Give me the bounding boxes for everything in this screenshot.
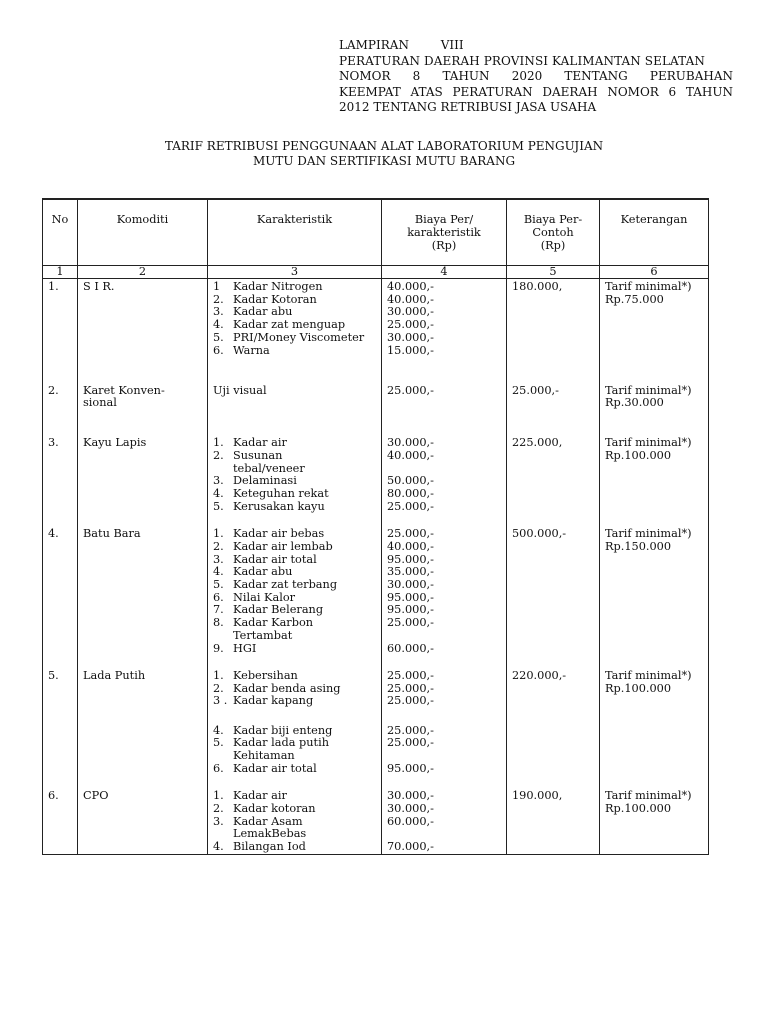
cost-value: 25.000,- xyxy=(387,694,434,708)
column-number: 5 xyxy=(507,266,600,279)
item-number: 1. xyxy=(213,527,224,541)
item-number: 7. xyxy=(213,603,224,617)
list-item xyxy=(213,345,376,358)
item-number: 4. xyxy=(213,565,224,579)
table-row xyxy=(43,526,709,668)
row-karakteristik xyxy=(208,279,382,383)
item-number: 5. xyxy=(213,736,224,750)
row-karakteristik xyxy=(208,788,382,854)
keterangan-line: Tarif minimal*) xyxy=(605,527,692,541)
keterangan-line: Tarif minimal*) xyxy=(605,436,692,450)
row-keterangan xyxy=(600,526,709,668)
header-komoditi: Komoditi xyxy=(78,199,208,266)
row-karakteristik xyxy=(208,383,382,436)
list-item xyxy=(213,501,376,514)
list-item xyxy=(213,579,376,592)
row-biaya-karakteristik xyxy=(382,788,507,854)
row-komoditi: S I R. xyxy=(78,279,208,383)
list-item xyxy=(213,670,376,683)
list-item xyxy=(213,488,376,501)
item-text: Kadar air xyxy=(233,789,287,803)
item-text: Kadar lada putih Kehitaman xyxy=(233,736,329,763)
item-text: Kadar air total xyxy=(233,552,317,566)
item-number: 4. xyxy=(213,487,224,501)
item-number: 6. xyxy=(213,343,224,357)
item-text: Kadar zat menguap xyxy=(233,318,346,332)
list-item xyxy=(213,281,376,294)
cost-value: 35.000,- xyxy=(387,565,434,579)
item-text: Warna xyxy=(233,343,270,357)
item-text: Delaminasi xyxy=(233,474,297,488)
header-block xyxy=(339,38,733,116)
item-number: 6. xyxy=(213,761,224,775)
cost-value: 95.000,- xyxy=(387,590,434,604)
row-keterangan xyxy=(600,788,709,854)
item-number: 5. xyxy=(213,578,224,592)
keterangan-line: Rp.75.000 xyxy=(605,292,664,306)
row-no: 1. xyxy=(43,279,78,383)
header-karakteristik: Karakteristik xyxy=(208,199,382,266)
cost-value: 80.000,- xyxy=(387,487,434,501)
column-number: 2 xyxy=(78,266,208,279)
keterangan-line: Tarif minimal*) xyxy=(605,668,692,682)
cost-value: 70.000,- xyxy=(387,840,434,854)
cost-value: 30.000,- xyxy=(387,789,434,803)
item-number: 2. xyxy=(213,801,224,815)
row-komoditi: Batu Bara xyxy=(78,526,208,668)
header-biaya-per-karakteristik: Biaya Per/ karakteristik (Rp) xyxy=(382,199,507,266)
cost-value: 25.000,- xyxy=(387,499,434,513)
list-item xyxy=(213,319,376,332)
item-text: Keteguhan rekat xyxy=(233,487,329,501)
keterangan-line: Rp.100.000 xyxy=(605,801,672,815)
row-karakteristik xyxy=(208,526,382,668)
cost-value: 25.000,- xyxy=(387,527,434,541)
item-text: Kadar Nitrogen xyxy=(233,280,323,293)
keterangan-line: Tarif minimal*) xyxy=(605,383,692,397)
item-text: Kadar air xyxy=(233,436,287,450)
row-biaya-karakteristik xyxy=(382,668,507,788)
column-number: 3 xyxy=(208,266,382,279)
item-text: Kerusakan kayu xyxy=(233,499,325,513)
item-number: 3. xyxy=(213,814,224,828)
column-number-row xyxy=(43,266,709,279)
row-komoditi: Lada Putih xyxy=(78,668,208,788)
document-title xyxy=(0,139,768,169)
item-number: 4. xyxy=(213,318,224,332)
row-biaya-karakteristik xyxy=(382,526,507,668)
keterangan-line: Tarif minimal*) xyxy=(605,789,692,803)
row-biaya-karakteristik xyxy=(382,435,507,526)
cost-value: 40.000,- xyxy=(387,539,434,553)
item-text: Kadar Kotoran xyxy=(233,292,317,306)
row-no: 4. xyxy=(43,526,78,668)
item-number: 4. xyxy=(213,723,224,737)
row-karakteristik xyxy=(208,435,382,526)
keterangan-line: Rp.100.000 xyxy=(605,449,672,463)
cost-value: 30.000,- xyxy=(387,330,434,344)
item-text: Kadar Belerang xyxy=(233,603,324,617)
header-line: PERATURAN DAERAH PROVINSI KALIMANTAN SELATAN xyxy=(339,53,705,68)
list-item xyxy=(213,803,376,816)
row-biaya-contoh: 190.000, xyxy=(507,788,600,854)
cost-value: 30.000,- xyxy=(387,801,434,815)
header-line: KEEMPAT ATAS PERATURAN DAERAH NOMOR 6 TAHUN xyxy=(339,84,733,99)
item-number: 8. xyxy=(213,616,224,630)
item-number: 3 . xyxy=(213,694,228,708)
row-biaya-karakteristik xyxy=(382,279,507,383)
row-biaya-contoh: 500.000,- xyxy=(507,526,600,668)
row-biaya-contoh: 220.000,- xyxy=(507,668,600,788)
column-number: 1 xyxy=(43,266,78,279)
cost-value: 25.000,- xyxy=(387,668,434,682)
row-no: 2. xyxy=(43,383,78,436)
title-line-1: TARIF RETRIBUSI PENGGUNAAN ALAT LABORATORIUM PENGUJIAN xyxy=(164,139,604,153)
row-no: 5. xyxy=(43,668,78,788)
item-number: 6. xyxy=(213,590,224,604)
list-item xyxy=(213,816,376,841)
cost-value: 95.000,- xyxy=(387,552,434,566)
item-text: Uji visual xyxy=(213,383,267,397)
cost-value: 40.000,- xyxy=(387,292,434,306)
table-row xyxy=(43,788,709,854)
list-item xyxy=(213,841,376,854)
cost-value: 25.000,- xyxy=(387,681,434,695)
title-line-2: MUTU DAN SERTIFIKASI MUTU BARANG xyxy=(252,154,516,168)
item-text: Susunan tebal/veneer xyxy=(233,449,305,475)
item-number: 3. xyxy=(213,305,224,319)
list-item xyxy=(213,617,376,642)
row-karakteristik xyxy=(208,668,382,788)
column-number: 4 xyxy=(382,266,507,279)
item-text: Kadar kotoran xyxy=(233,801,316,815)
list-item xyxy=(213,541,376,554)
row-komoditi: CPO xyxy=(78,788,208,854)
item-number: 4. xyxy=(213,840,224,854)
item-text: PRI/Money Viscometer xyxy=(233,330,365,344)
item-number: 1. xyxy=(213,436,224,450)
row-biaya-contoh: 25.000,- xyxy=(507,383,600,436)
header-biaya-per-contoh: Biaya Per- Contoh (Rp) xyxy=(507,199,600,266)
cost-value: 60.000,- xyxy=(387,814,434,828)
item-number: 1. xyxy=(213,668,224,682)
row-komoditi: Karet Konven- sional xyxy=(78,383,208,436)
item-number: 1 xyxy=(213,280,221,293)
item-text: Kadar abu xyxy=(233,565,293,579)
column-number: 6 xyxy=(600,266,709,279)
item-text: Kadar benda asing xyxy=(233,681,341,695)
row-keterangan xyxy=(600,383,709,436)
item-number: 3. xyxy=(213,474,224,488)
item-number: 2. xyxy=(213,292,224,306)
table-row xyxy=(43,435,709,526)
item-number: 2. xyxy=(213,681,224,695)
list-item xyxy=(213,450,376,475)
lampiran-label: LAMPIRAN VIII xyxy=(339,38,464,52)
table-header-row xyxy=(43,199,709,266)
table-row xyxy=(43,383,709,436)
item-text: Kadar air total xyxy=(233,761,317,775)
cost-value: 25.000,- xyxy=(387,318,434,332)
item-text: Kadar Asam LemakBebas xyxy=(233,814,307,841)
keterangan-line: Tarif minimal*) xyxy=(605,280,692,293)
item-number: 2. xyxy=(213,539,224,553)
cost-value: 25.000,- xyxy=(387,723,434,737)
item-number: 2. xyxy=(213,449,224,463)
tariff-table xyxy=(42,198,709,855)
item-text: Nilai Kalor xyxy=(233,590,296,604)
cost-value: 30.000,- xyxy=(387,305,434,319)
list-item xyxy=(213,763,376,776)
item-text: Bilangan Iod xyxy=(233,840,306,854)
row-keterangan xyxy=(600,668,709,788)
cost-value: 30.000,- xyxy=(387,436,434,450)
cost-value: 25.000,- xyxy=(387,616,434,630)
header-no: No xyxy=(43,199,78,266)
row-no: 6. xyxy=(43,788,78,854)
keterangan-line: Rp.100.000 xyxy=(605,681,672,695)
item-text: Kadar biji enteng xyxy=(233,723,333,737)
row-keterangan xyxy=(600,435,709,526)
row-keterangan xyxy=(600,279,709,383)
item-number: 5. xyxy=(213,330,224,344)
row-biaya-contoh: 225.000, xyxy=(507,435,600,526)
list-item xyxy=(213,643,376,656)
item-text: Kadar abu xyxy=(233,305,293,319)
item-number: 5. xyxy=(213,499,224,513)
keterangan-line: Rp.30.000 xyxy=(605,396,664,410)
keterangan-line: Rp.150.000 xyxy=(605,539,672,553)
item-text: Kadar air bebas xyxy=(233,527,325,541)
cost-value: 50.000,- xyxy=(387,474,434,488)
item-number: 3. xyxy=(213,552,224,566)
cost-value: 40.000,- xyxy=(387,280,434,293)
cost-value: 60.000,- xyxy=(387,641,434,655)
table-row xyxy=(43,279,709,383)
row-no: 3. xyxy=(43,435,78,526)
header-line: NOMOR 8 TAHUN 2020 TENTANG PERUBAHAN xyxy=(339,69,733,83)
list-item xyxy=(213,737,376,762)
item-text: Kebersihan xyxy=(233,668,298,682)
item-text: Kadar air lembab xyxy=(233,539,333,553)
item-text: HGI xyxy=(233,641,257,655)
row-komoditi: Kayu Lapis xyxy=(78,435,208,526)
header-keterangan: Keterangan xyxy=(600,199,709,266)
cost-value: 95.000,- xyxy=(387,761,434,775)
cost-value: 95.000,- xyxy=(387,603,434,617)
item-number: 1. xyxy=(213,789,224,803)
item-number: 9. xyxy=(213,641,224,655)
item-text: Kadar Karbon Tertambat xyxy=(233,616,314,642)
row-biaya-contoh: 180.000, xyxy=(507,279,600,383)
list-item xyxy=(213,332,376,345)
row-biaya-karakteristik: 25.000,- xyxy=(382,383,507,436)
list-item xyxy=(213,695,376,708)
table-row xyxy=(43,668,709,788)
cost-value: 15.000,- xyxy=(387,343,434,357)
item-text: Kadar zat terbang xyxy=(233,578,338,592)
cost-value: 30.000,- xyxy=(387,578,434,592)
cost-value: 40.000,- xyxy=(387,449,434,463)
cost-value: 25.000,- xyxy=(387,736,434,750)
item-text: Kadar kapang xyxy=(233,694,314,708)
header-line: 2012 TENTANG RETRIBUSI JASA USAHA xyxy=(339,100,597,114)
